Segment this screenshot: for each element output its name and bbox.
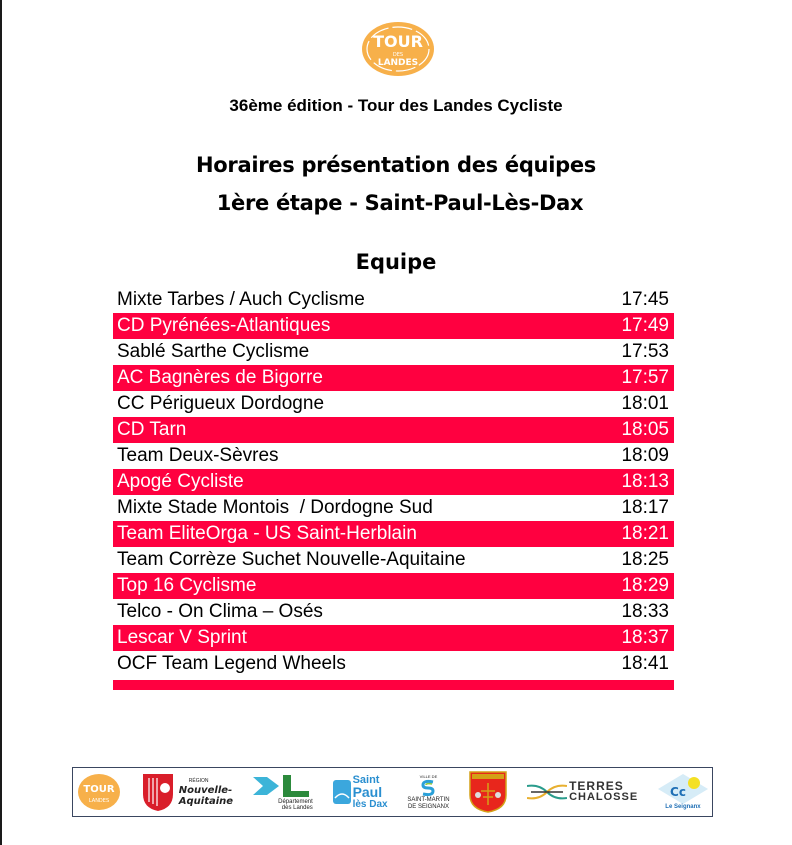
table-row: [113, 443, 674, 469]
tour-des-landes-logo: [360, 20, 436, 78]
terres-line2: CHALOSSE: [569, 791, 639, 803]
stage-title: 1ère étape - Saint-Paul-Lès-Dax: [216, 191, 584, 215]
team-name: Team Corrèze Suchet Nouvelle-Aquitaine: [117, 549, 466, 570]
dept-line1: Département: [278, 799, 313, 805]
stpaul-line3: lès Dax: [352, 798, 388, 810]
saint-martin-s-logo: [419, 779, 437, 797]
page-left-border: [0, 0, 2, 845]
sponsor-nouvelle-aquitaine: [141, 770, 233, 814]
team-name: Apogé Cycliste: [117, 471, 244, 492]
team-schedule-table: [113, 287, 674, 690]
presentation-time: 18:41: [621, 653, 669, 674]
table-row: [113, 365, 674, 391]
sponsor-tour-des-landes: [77, 770, 121, 814]
team-name: Team EliteOrga - US Saint-Herblain: [117, 523, 417, 544]
presentation-time: 17:49: [621, 315, 669, 336]
region-name-line2: Aquitaine: [178, 796, 234, 807]
column-header-equipe: Equipe: [355, 250, 437, 274]
table-row: [113, 573, 674, 599]
table-end-bar: [113, 680, 674, 690]
table-row: [113, 521, 674, 547]
team-name: CC Périgueux Dordogne: [117, 393, 325, 414]
sponsor-departement-landes: [253, 770, 313, 814]
presentation-time: 18:01: [621, 393, 669, 414]
team-name: CD Tarn: [117, 419, 187, 440]
sponsor-le-seignanx: [658, 770, 708, 814]
sponsor-saint-martin-de-seignanx: [407, 770, 449, 814]
stpaul-line2: Paul: [352, 783, 383, 800]
table-row: [113, 599, 674, 625]
region-name-line1: Nouvelle-: [178, 785, 233, 796]
seignanx-label: Le Seignanx: [665, 803, 701, 810]
presentation-time: 18:17: [621, 497, 669, 518]
saint-paul-emblem-icon: [333, 776, 351, 808]
region-shield-icon: [141, 772, 175, 812]
presentation-time: 18:25: [621, 549, 669, 570]
table-row: [113, 391, 674, 417]
team-name: Team Deux-Sèvres: [117, 445, 279, 466]
presentation-time: 17:45: [621, 289, 669, 310]
table-row: [113, 287, 674, 313]
team-name: Mixte Stade Montois / Dordogne Sud: [117, 497, 433, 518]
team-name: Top 16 Cyclisme: [117, 575, 257, 596]
stmartin-top-label: VILLE DE: [419, 773, 438, 779]
presentation-time: 18:33: [621, 601, 669, 622]
terres-line1: TERRES: [569, 779, 624, 793]
presentation-time: 17:53: [621, 341, 669, 362]
team-name: Sablé Sarthe Cyclisme: [117, 341, 310, 362]
edition-heading: 36ème édition - Tour des Landes Cycliste: [229, 96, 563, 115]
sponsor-terres-de-chalosse: [527, 770, 638, 814]
stmartin-line1: SAINT-MARTIN: [407, 796, 450, 803]
presentation-time: 18:37: [621, 627, 669, 648]
table-row: [113, 469, 674, 495]
region-small-label: RÉGION: [188, 778, 209, 784]
presentation-time: 18:13: [621, 471, 669, 492]
table-row: [113, 313, 674, 339]
sponsor-bar: [72, 767, 713, 817]
svg-text:DES: DES: [392, 52, 404, 58]
presentation-time: 18:29: [621, 575, 669, 596]
presentation-time: 18:21: [621, 523, 669, 544]
stmartin-line2: DE SEIGNANX: [407, 803, 449, 810]
table-row: [113, 625, 674, 651]
stpaul-line1: Saint: [352, 773, 380, 786]
table-row: [113, 339, 674, 365]
team-name: Telco - On Clima – Osés: [117, 601, 323, 622]
sponsor-saint-paul-les-dax: [333, 770, 388, 814]
svg-text:LANDES: LANDES: [377, 58, 419, 68]
team-name: Lescar V Sprint: [117, 627, 247, 648]
team-name: AC Bagnères de Bigorre: [117, 367, 323, 388]
tour-des-landes-small-logo: [77, 773, 121, 811]
table-row: [113, 547, 674, 573]
table-row: [113, 495, 674, 521]
svg-text:TOUR: TOUR: [373, 32, 423, 51]
presentation-time: 18:09: [621, 445, 669, 466]
coat-of-arms-shield-icon: [469, 771, 507, 813]
page-title: Horaires présentation des équipes: [196, 153, 596, 177]
dept-line2: des Landes: [281, 805, 313, 811]
table-row: [113, 417, 674, 443]
presentation-time: 18:05: [621, 419, 669, 440]
team-name: Mixte Tarbes / Auch Cyclisme: [117, 289, 365, 310]
svg-text:TOUR: TOUR: [83, 784, 115, 795]
sponsor-coat-of-arms: [469, 770, 507, 814]
team-name: CD Pyrénées-Atlantiques: [117, 315, 331, 336]
table-row: [113, 651, 674, 677]
svg-text:Cc: Cc: [669, 784, 686, 799]
team-name: OCF Team Legend Wheels: [117, 653, 346, 674]
svg-text:LANDES: LANDES: [88, 798, 110, 804]
landes-xl-logo: [253, 773, 313, 799]
chalosse-waves-logo: [527, 780, 567, 804]
presentation-time: 17:57: [621, 367, 669, 388]
le-seignanx-logo: [658, 774, 708, 804]
